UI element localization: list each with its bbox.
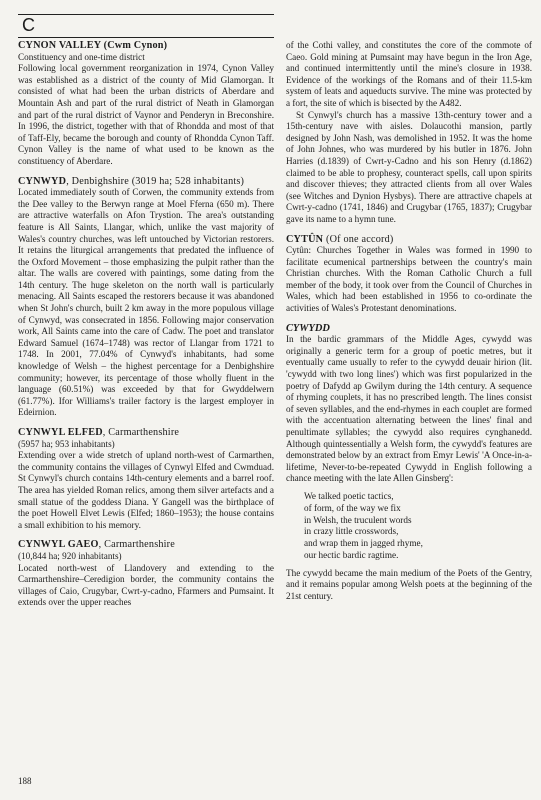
entry-cynwyl-gaeo [18,539,274,609]
entry-body: Extending over a wide stretch of upland north-west of Carmarthen, the community contains the villages of Cynwyl Elfed and Cwmduad. St Cynwyl's church contains 14th-century elements and a barrel roof. The area has yielded Roman relics, among them silver artefacts and a small statue of the goddess Diana. Y Gangell was the birthplace of the poet Howell Elvet Lewis (Elfed; 1860–1953); the house contains a small exhibition to his memory. [18,450,274,530]
entry-stats: (5957 ha; 953 inhabitants) [18,438,115,449]
entry-subtitle: , Carmarthenshire [102,427,180,438]
entry-title: CYNON VALLEY (Cwm Cynon) [18,40,168,51]
entry-subtitle: , Carmarthenshire [98,539,175,551]
entry-subtitle: (Of one accord) [323,233,394,245]
entry-title: CYTÛN [286,233,324,245]
entry-body: Located immediately south of Corwen, the community extends from the Dee valley to the Berwyn range at Moel Fferna (650 m). There are attractive waterfalls on Afon Trystion. The area's outstanding feature is All Saints, Llangar, which, unlike the vast majority of Wales's country churches, was left untouched by Victorian restorers. It retains the liturgical arrangements that predated the influence of the Oxford Movement – those emphasizing the pulpit rather than the altar. The walls are covered with paintings, some dating from the 14th century. The huge skeleton on the north wall is particularly menacing. All Saints escaped the restorers because it was abandoned when St John's church, built 2 km away in the more populous village of Cynwyd, was consecrated in 1856. Following major conservation work, All Saints came into the care of Cadw. The poet and translator Edward Samuel (1674–1748) was rector of Llangar from 1721 to 1748. In 2001, 77.04% of Cynwyd's inhabitants, had some knowledge of Welsh – the highest percentage for a Denbighshire community; however, its percentage of those wholly fluent in the language (60.51%) was exceeded by that for Gwyddelwern (61.77%). Ifor Williams's trailer factory is the largest employer in Edeirnion. [18,187,274,418]
section-header-rule [18,14,274,38]
entry-body-continued: of the Cothi valley, and constitutes the core of the commote of Caeo. Gold mining at Pumsaint may have begun in the Iron Age, and continued intermittently until the mine's closure in 1938. Evidence of the workings of the Romans and of their 11.5-km system of leats and aqueducts survive. The mine was protected by a fort, the site of which is bisected by the A482. [286,40,532,108]
entry-cynwyl-gaeo-continued [286,40,532,226]
entry-subtitle: Constituency and one-time district [18,51,145,62]
entry-cytun [286,234,532,315]
poem-line: We talked poetic tactics, [304,490,394,501]
entry-title: CYNWYD [18,175,67,187]
right-column [286,40,532,611]
entry-heading [18,176,274,188]
entry-body: Following local government reorganization in 1974, Cynon Valley was established as a district of the county of Mid Glamorgan. It consisted of what had been the urban districts of Aberdare and Mountain Ash and part of the rural district of Neath in Glamorgan and part of the rural district of Vaynor and Penderyn in Breconshire. In 1996, the district, together with that of Rhondda and most of that of Taff-Ely, became the borough and county of Rhondda Cynon Taff. Cynon Valley is the name of what used to be known as the constituency of Aberdare. [18,63,274,166]
poem-line: of form, of the way we fix [304,502,401,513]
section-letter: C [22,15,35,35]
entry-heading [18,539,274,551]
page-number: 188 [18,776,32,786]
entry-heading [286,234,532,246]
entry-stats: (10,844 ha; 920 inhabitants) [18,550,122,561]
entry-body: In the bardic grammars of the Middle Ages, cywydd was originally a generic term for a group of poetic metres, but it eventually came usually to refer to the cywydd deuair hirion (lit. 'cywydd with two long lines') which was first popularized in the poetry of Dafydd ap Gwilym during the 14th century. A sequence of rhyming couplets, it has no prescribed length. The lines consist of seven syllables, and the end-rhymes in each couplet are formed with the accentuation alternating between the lines' final and penultimate syllables; the cywydd also requires cynghanedd. Although quintessentially a Welsh form, the cywydd's features are demonstrated below by an extract from Emyr Lewis' 'A Once-in-a-lifetime, Never-to-be-repeated Cywydd in English following a chance meeting with the late Allen Ginsberg': [286,334,532,484]
entry-closing: The cywydd became the main medium of the Poets of the Gentry, and it remains popular among Welsh poets at the beginning of the 21st century. [286,567,532,601]
entry-title: CYNWYL GAEO [18,539,99,551]
entry-body: Cytûn: Churches Together in Wales was formed in 1990 to facilitate ecumenical partnerships between the country's main Christian churches. With the Roman Catholic Church a full member of the body, it took over from the Council of Churches in Wales, which had been established in 1956 to co-ordinate the activities of Wales's Protestant denominations. [286,245,532,314]
entry-cynwyl-elfed [18,427,274,531]
entry-title: CYWYDD [286,322,330,334]
entry-cywydd [286,323,532,603]
poem-line: and wrap them in jagged rhyme, [304,538,423,549]
poem-line: in crazy little crosswords, [304,526,399,537]
entry-body-paragraph: St Cynwyl's church has a massive 13th-century tower and a 15th-century nave with aisles. Dolaucothi mansion, partly designed by John Nash, was demolished in 1952. It was the home of John Johnes, who was murdered by his butler in 1876. John Harries (d.1839) of Cwrt-y-Cadno and his son Henry (d.1862) claimed to be able to prophesy, counteract spells, call upon spirits and discover thieves; they attracted clients from all over Wales (see Witches and Dynion Hysbys). There are attractive chapels at Cwrt-y-cadno (1741, 1846) and Crugybar (1765, 1837); Crugybar gave its name to a hymn tune. [286,109,532,224]
poem-line: our hectic bardic ragtime. [304,549,399,560]
left-column [18,40,274,617]
entry-subtitle: , Denbighshire (3019 ha; 528 inhabitants) [66,175,245,187]
entry-body: Located north-west of Llandovery and extending to the Carmarthenshire–Ceredigion border, the community contains the villages of Caio, Crugybar, Cwrt-y-cadno, Ffarmers and Pumsaint. It extends over the upper reaches [18,562,274,608]
poem-extract [304,491,532,562]
entry-heading [18,427,274,439]
entry-cynwyd [18,176,274,419]
entry-cynon-valley [18,40,274,168]
poem-line: in Welsh, the truculent words [304,514,412,525]
entry-title: CYNWYL ELFED [18,427,103,438]
